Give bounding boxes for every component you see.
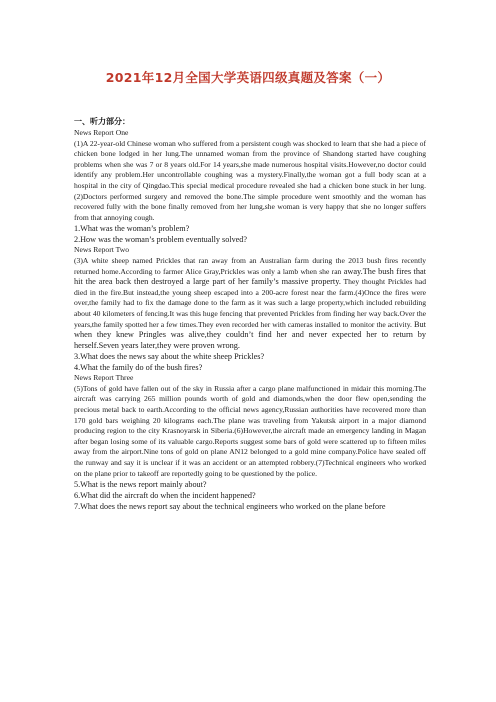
- question-3: 3.What does the news say about the white sheep Prickles?: [74, 352, 265, 362]
- document-title: 2021年12月全国大学英语四级真题及答案（一）: [105, 70, 391, 85]
- question-5: 5.What is the news report mainly about?: [74, 480, 207, 490]
- question-4: 4.What the family do of the bush fires?: [74, 363, 203, 373]
- question-2: 2.How was the woman’s problem eventually solved?: [74, 235, 248, 245]
- report-three-label: News Report Three: [74, 373, 134, 383]
- report-three-paragraph: (5)Tons of gold have fallen out of the sky in Russia after a cargo plane malfunctioned in midair this morning.The aircraft was carrying 265 million pounds worth of gold and diamonds,when the door flew open,sending the precious metal back to earth.According to the official news agency,Russian authorities have recovered more than 170 gold bars weighing 20 kilograms each.The plane was traveling from Yakutsk airport in a major diamond producing region to the city Krasnoyarsk in Siberia.(6)However,the aircraft made an emergency landing in Magan after began losing some of its valuable cargo.Reports suggest some bars of gold were scattered up to fifteen miles away from the airport.Nine tons of gold on plane AN12 belonged to a gold mine company.Police have sealed off the runway and say it is unclear if it was an accident or an attempted robbery.(7)Technical engineers who worked on the plane prior to takeoff are reportedly going to be questioned by the police.: [74, 383, 426, 478]
- report-two-text-b: away.The bush fires that hit the area back then destroyed a large part of her family’s massive property.: [74, 266, 426, 287]
- question-1: 1.What was the woman’s problem?: [74, 224, 190, 234]
- report-two-text-d: But when they knew Pringles was alive,they couldn’t find her and never expected her to return by herself.Seven years later,they were proven wrong.: [74, 319, 426, 350]
- report-one-paragraph: (1)A 22-year-old Chinese woman who suffered from a persistent cough was shocked to learn that she had a piece of chicken bone lodged in her lung.The unnamed woman from the province of Shandong started have coughing problems when she was 7 or 8 years old.For 14 years,she made numerous hospital visits.However,no doctor could identify any problem.Her uncontrollable coughing was a mystery.Finally,the woman got a full body scan at a hospital in the city of Qingdao.This special medical procedure revealed she had a chicken bone stuck in her lung.(2)Doctors performed surgery and removed the bone.The simple procedure went smoothly and the woman has recovered fully with the bone finally removed from her lung,she woman is very happy that she no longer suffers from that annoying cough.: [74, 138, 426, 222]
- question-7: 7.What does the news report say about the technical engineers who worked on the plane before: [74, 502, 386, 512]
- question-6: 6.What did the aircraft do when the incident happened?: [74, 491, 256, 501]
- report-two-text-a: (3)A white sheep named Prickles that ran away from an Australian farm during the 2013 bush fires recently returned home.According to farmer Alice Gray,Prickles was only a lamb when she ran: [74, 255, 426, 276]
- section-heading: 一、听力部分：: [74, 117, 130, 126]
- document-body: [74, 128, 426, 512]
- report-one-label: News Report One: [74, 128, 129, 137]
- report-two-paragraph: [74, 256, 426, 351]
- report-two-text-c: They thought Prickles had died in the fire.But instead,the young sheep escaped into a 200-acre forest near the farm.(4)Once the fires were over,the family had to fix the damage done to the farm as it was such a large property,which included rebuilding about 40 kilometers of fencing.It was this huge fencing that prevented Prickles from finding her way back.Over the years,the family spotted her a few times.They even recorded her with cameras installed to monitor the activity.: [74, 277, 426, 329]
- report-two-label: News Report Two: [74, 245, 130, 255]
